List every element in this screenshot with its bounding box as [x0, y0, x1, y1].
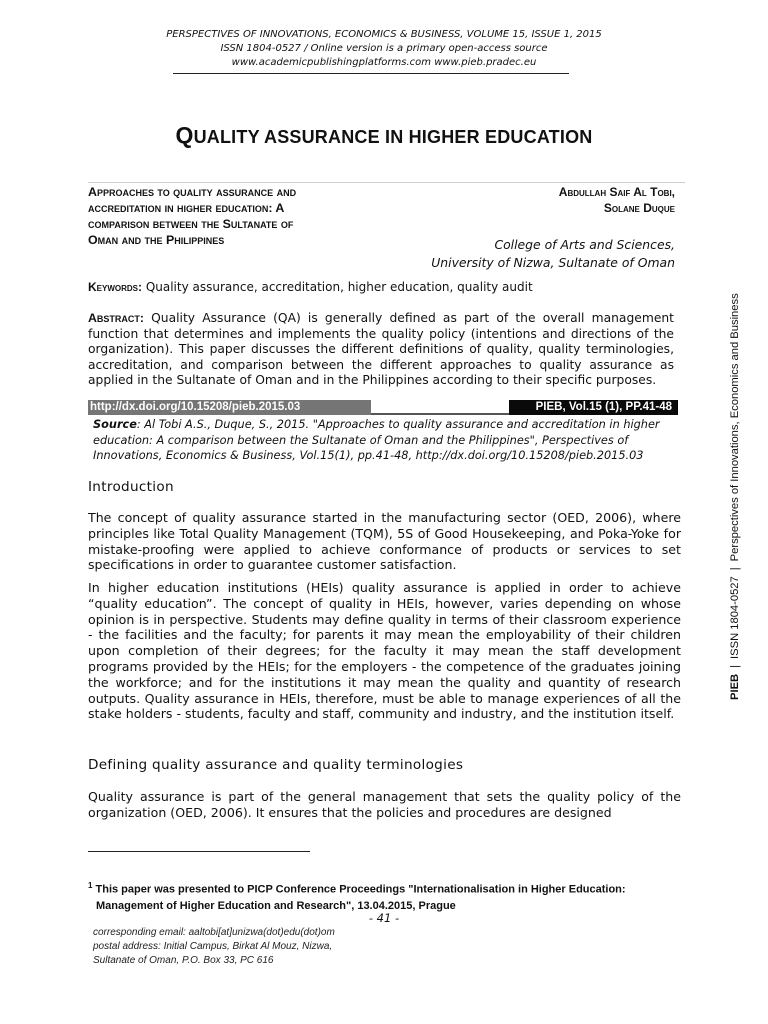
intro-heading: Introduction: [88, 479, 174, 495]
correspondence: [93, 926, 493, 968]
abstract-text: Quality Assurance (QA) is generally defined as part of the overall management function that determines and implements the quality policy (intentions and directions of the organization). This paper discusses the different definitions of quality, quality terminologies, accreditation, and comparison between the different approaches to quality assurance as applied in the Sultanate of Oman and in the Philippines according to their specific purposes.: [88, 311, 674, 388]
citation-badge-end: [677, 400, 688, 415]
sidebar-journal-name: Perspectives of Innovations, Economics and Business: [729, 293, 741, 562]
keywords-label: Keywords:: [88, 280, 142, 294]
abstract: [88, 311, 674, 389]
correspondence-line: postal address: Initial Campus, Birkat Al Mouz, Nizwa,: [93, 941, 333, 952]
article-title-line: comparison between the Sultanate of: [88, 217, 294, 231]
article-title: [88, 184, 378, 248]
defining-heading: Defining quality assurance and quality terminologies: [88, 757, 464, 773]
affiliation-line: University of Nizwa, Sultanate of Oman: [431, 255, 675, 270]
correspondence-line: Sultanate of Oman, P.O. Box 33, PC 616: [93, 955, 274, 966]
citation-badge: PIEB, Vol.15 (1), PP.41-48: [509, 400, 677, 415]
section-title-initial: Q: [175, 122, 194, 148]
article-title-line: Oman and the Philippines: [88, 233, 225, 247]
footnote: [88, 878, 688, 914]
doi-bar-divider: [371, 413, 509, 415]
source-citation: [93, 417, 673, 464]
sidebar-separator: |: [729, 567, 741, 571]
footnote-line: Management of Higher Education and Research", 13.04.2015, Prague: [96, 899, 456, 912]
authors: [435, 184, 675, 216]
page-number: - 41 -: [368, 911, 400, 925]
affiliation: [375, 236, 675, 272]
article-title-line: accreditation in higher education: A: [88, 201, 285, 215]
section-title: [0, 122, 768, 149]
title-rule: [88, 182, 685, 183]
journal-header-line1: PERSPECTIVES OF INNOVATIONS, ECONOMICS & BUSINESS, VOLUME 15, ISSUE 1, 2015: [166, 29, 602, 40]
source-text: : Al Tobi A.S., Duque, S., 2015. "Approaches to quality assurance and accreditation in higher education: A comparison between the Sultanate of Oman and the Philippines", Perspectives of Innovations, Economics & Business, Vol.15(1), pp.41-48, http://dx.doi.org/10.15208/pieb.2015.03: [93, 418, 660, 462]
sidebar-issn: ISSN 1804-0527: [729, 576, 741, 659]
footnote-number: 1: [88, 881, 93, 890]
section-title-rest: UALITY ASSURANCE IN HIGHER EDUCATION: [193, 127, 593, 147]
journal-sidebar: [729, 293, 741, 700]
keywords-text: Quality assurance, accreditation, higher education, quality audit: [142, 280, 533, 294]
affiliation-line: College of Arts and Sciences,: [494, 237, 675, 252]
defining-paragraph-1: Quality assurance is part of the general management that sets the quality policy of the organization (OED, 2006). It ensures that the policies and procedures are designed: [88, 789, 681, 820]
author-name: Solane Duque: [603, 201, 675, 215]
header-rule: [173, 73, 569, 74]
footnote-line: $^1$ This paper was presented to PICP Conference Proceedings "Internationalisation in Higher Education:: [88, 881, 626, 896]
doi-link[interactable]: http://dx.doi.org/10.15208/pieb.2015.03: [88, 400, 371, 415]
intro-paragraph-2: In higher education institutions (HEIs) quality assurance is applied in order to achieve “quality education”. The concept of quality in HEIs, however, varies depending on whose opinion is in perspective. Students may define quality in terms of their classroom experience - the facilities and the faculty; for parents it may mean the employability of their children upon completion of their degrees; for the faculty it may mean the staff development programs provided by the HEIs; for the employers - the competence of the graduates joining the workforce; and for the institutions it may mean the quality and quantity of research outputs. Quality assurance in HEIs, therefore, must be able to manage experiences of all the stake holders - students, faculty and staff, community and industry, and the institution itself.: [88, 580, 681, 722]
journal-header-line2: ISSN 1804-0527 / Online version is a primary open-access source: [220, 43, 548, 54]
article-title-line: Approaches to quality assurance and: [88, 185, 297, 199]
abstract-label: Abstract:: [88, 311, 144, 325]
sidebar-separator: |: [729, 664, 741, 668]
keywords: [88, 279, 678, 295]
source-label: Source: [93, 418, 137, 431]
journal-header-line3: www.academicpublishingplatforms.com www.pieb.pradec.eu: [231, 57, 537, 68]
sidebar-journal-abbrev: PIEB: [729, 673, 741, 700]
correspondence-line: corresponding email: aaltobi[at]unizwa(dot)edu(dot)om: [93, 927, 335, 938]
footnote-rule: [88, 851, 310, 852]
intro-paragraph-1: The concept of quality assurance started in the manufacturing sector (OED, 2006), where principles like Total Quality Management (TQM), 5S of Good Housekeeping, and Poka-Yoke for mistake-proofing were applied to achieve conformance of products or services to set specifications in order to guarantee customer satisfaction.: [88, 510, 681, 573]
author-name: Abdullah Saif Al Tobi,: [558, 185, 675, 199]
